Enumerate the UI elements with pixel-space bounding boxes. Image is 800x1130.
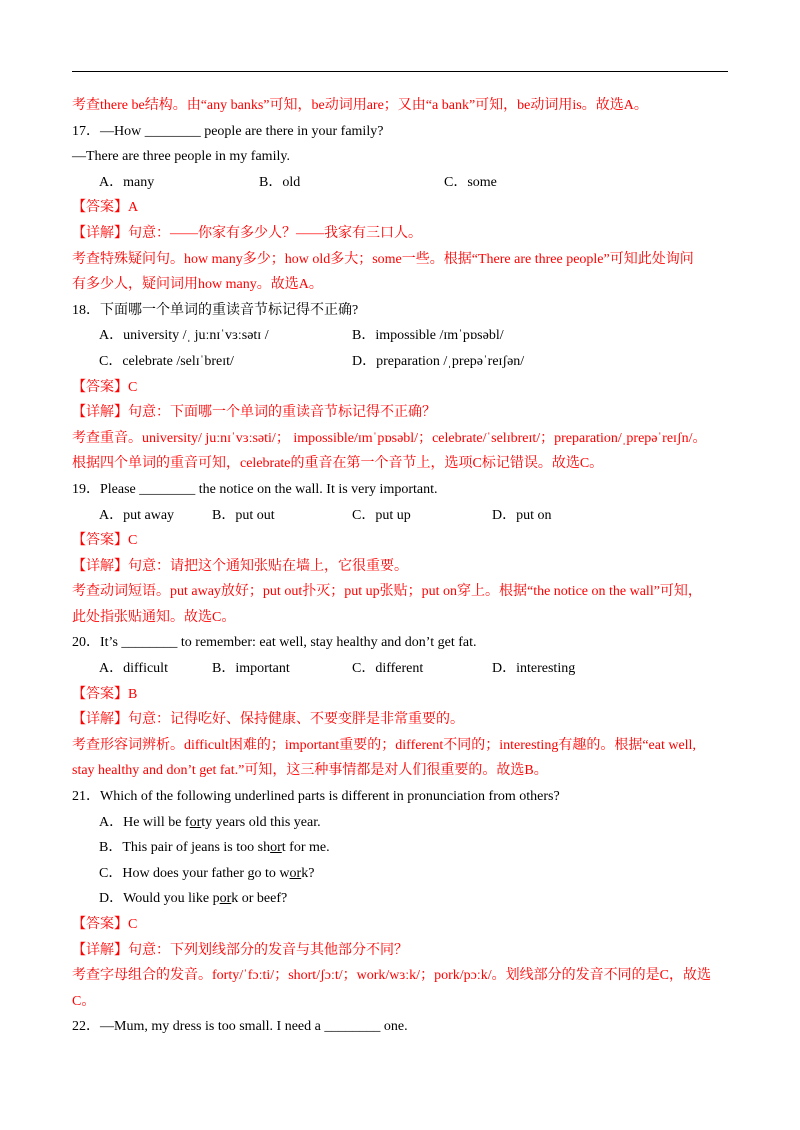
q18-option-a: A．university /ˌ juːnɪˈvɜːsətɪ / [99, 328, 269, 344]
q19-detail-3: 此处指张贴通知。故选C。 [72, 609, 236, 625]
q17-option-a: A．many [99, 174, 155, 190]
q21-option-c-underlined: or [289, 865, 302, 881]
q20-detail-3: stay healthy and don’t get fat.”可知，这三种事情都是对人们很重要的。故选B。 [72, 763, 548, 779]
q21-detail-3: C。 [72, 993, 96, 1009]
q18-detail-2: 考查重音。university/ juːnɪˈvɜːsəti/； impossible/ɪmˈpɒsəbl/；celebrate/ˈselɪbreɪt/；preparation/ˌprepəˈreɪʃn/。 [72, 430, 707, 446]
q18-option-b: B．impossible /ɪmˈpɒsəbl/ [352, 328, 504, 344]
q18-stem: 18．下面哪一个单词的重读音节标记得不正确? [72, 302, 359, 318]
q21-stem: 21．Which of the following underlined parts is different in pronunciation from others? [72, 789, 560, 805]
q19-detail-1: 【详解】句意：请把这个通知张贴在墙上，它很重要。 [72, 558, 408, 574]
q21-option-c [72, 861, 732, 887]
q20-option-b: B．important [212, 661, 290, 677]
q19-option-c: C．put up [352, 507, 411, 523]
q21-option-b-underlined: or [270, 840, 282, 856]
q21-detail-1: 【详解】句意：下列划线部分的发音与其他部分不同？ [72, 942, 408, 958]
q20-option-c: C．different [352, 661, 424, 677]
q21-answer: 【答案】C [72, 917, 138, 932]
q21-option-a-underlined: or [189, 814, 202, 830]
q18-options-row-1 [72, 323, 732, 349]
q17-options [72, 170, 732, 196]
q18-options-row-2 [72, 349, 732, 375]
q19-options [72, 503, 732, 529]
q20-detail-2: 考查形容词辨析。difficult困难的；important重要的；different不同的；interesting有趣的。根据“eat well, [72, 737, 696, 753]
q17-detail-1: 【详解】句意：——你家有多少人？——我家有三口人。 [72, 225, 422, 241]
q21-option-d-underlined: or [219, 891, 232, 907]
document-body [72, 93, 732, 1040]
q17-line2: —There are three people in my family. [72, 149, 290, 165]
q21-option-d-post: k or beef? [231, 891, 288, 907]
q21-option-b [72, 835, 732, 861]
q18-option-d: D．preparation /ˌprepəˈreɪʃən/ [352, 353, 525, 369]
q18-answer: 【答案】C [72, 379, 138, 395]
q19-option-d: D．put on [492, 507, 552, 523]
q17-stem: 17．—How ________ people are there in your family? [72, 123, 384, 139]
q21-option-a [72, 810, 732, 836]
q20-stem: 20．It’s ________ to remember: eat well, stay healthy and don’t get fat. [72, 635, 477, 651]
q21-option-a-pre: A．He will be f [99, 814, 190, 830]
q19-answer: 【答案】C [72, 533, 138, 549]
q20-option-a: A．difficult [99, 661, 168, 677]
q21-option-c-post: k? [301, 865, 315, 881]
q21-option-d-pre: D．Would you like p [99, 891, 220, 907]
q18-option-c: C．celebrate /selɪˈbreɪt/ [99, 353, 234, 369]
q19-detail-2: 考查动词短语。put away放好；put out扑灭；put up张贴；put on穿上。根据“the notice on the wall”可知， [72, 584, 702, 600]
q20-answer: 【答案】B [72, 686, 138, 702]
q16-explanation-tail: 考查there be结构。由“any banks”可知，be动词用are；又由“a bank”可知，be动词用is。故选A。 [72, 98, 648, 113]
q21-option-d [72, 886, 732, 912]
q18-detail-1: 【详解】句意：下面哪一个单词的重读音节标记得不正确？ [72, 405, 436, 421]
q22-stem: 22．—Mum, my dress is too small. I need a ________ one. [72, 1019, 408, 1035]
q21-option-c-pre: C．How does your father go to w [99, 865, 290, 881]
q19-option-a: A．put away [99, 507, 175, 523]
q17-detail-3: 有多少人，疑问词用how many。故选A。 [72, 277, 323, 293]
q21-option-b-pre: B．This pair of jeans is too sh [99, 840, 271, 856]
header-rule [72, 71, 728, 72]
q20-detail-1: 【详解】句意：记得吃好、保持健康、不要变胖是非常重要的。 [72, 712, 464, 728]
q19-stem: 19．Please ________ the notice on the wall. It is very important. [72, 481, 438, 497]
q21-detail-2: 考查字母组合的发音。forty/ˈfɔːti/；short/ʃɔːt/；work/wɜːk/；pork/pɔːk/。划线部分的发音不同的是C，故选 [72, 968, 711, 984]
q21-option-a-post: ty years old this year. [201, 814, 321, 830]
q19-option-b: B．put out [212, 507, 275, 523]
q20-option-d: D．interesting [492, 661, 576, 677]
q17-option-c: C．some [444, 174, 497, 190]
q17-option-b: B．old [259, 174, 301, 190]
q18-detail-3: 根据四个单词的重音可知，celebrate的重音在第一个音节上，选项C标记错误。故选C。 [72, 456, 604, 472]
q17-detail-2: 考查特殊疑问句。how many多少；how old多大；some一些。根据“There are three people”可知此处询问 [72, 251, 694, 267]
q17-answer: 【答案】A [72, 200, 139, 216]
q20-options [72, 656, 732, 682]
q21-option-b-post: t for me. [281, 840, 330, 856]
